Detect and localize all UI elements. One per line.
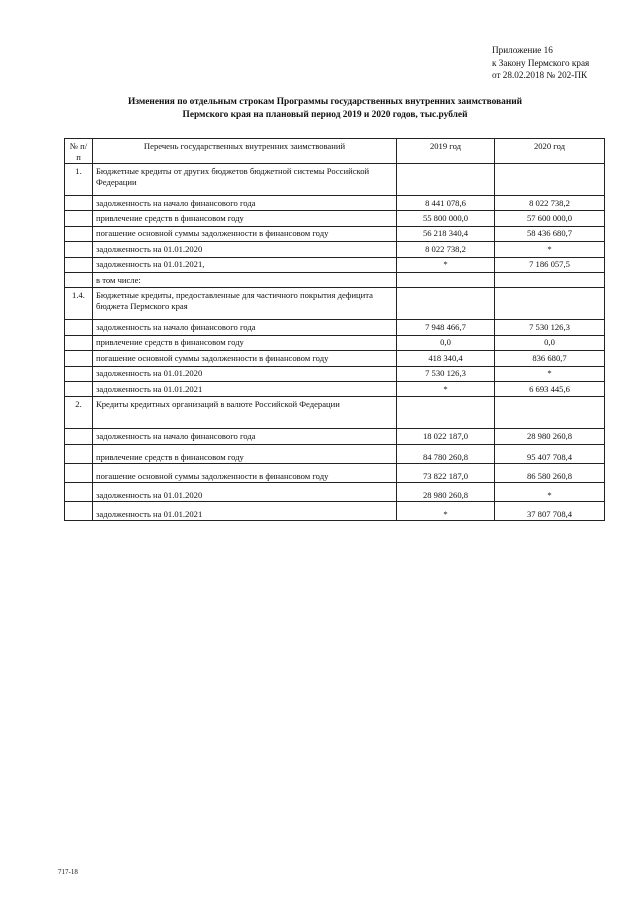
footer-code: 717-18	[58, 868, 78, 876]
row-number	[65, 196, 93, 211]
header-2019: 2019 год	[397, 139, 495, 164]
row-description: Бюджетные кредиты, предоставленные для частичного покрытия дефицита бюджета Пермского края	[93, 288, 397, 320]
row-value-2020: 7 530 126,3	[495, 320, 605, 335]
table-row	[65, 429, 605, 444]
row-value-2020: 95 407 708,4	[495, 444, 605, 463]
row-description: задолженность на 01.01.2020	[93, 242, 397, 257]
header-description: Перечень государственных внутренних заимствований	[93, 139, 397, 164]
header-2020: 2020 год	[495, 139, 605, 164]
table-row	[65, 463, 605, 482]
row-number: 2.	[65, 397, 93, 429]
row-description: задолженность на 01.01.2020	[93, 482, 397, 501]
table-row	[65, 211, 605, 226]
borrowings-table	[64, 138, 605, 521]
table-row	[65, 381, 605, 396]
row-value-2020: 836 680,7	[495, 351, 605, 366]
row-number	[65, 335, 93, 350]
row-value-2020: 86 580 260,8	[495, 463, 605, 482]
table-row	[65, 351, 605, 366]
table-row	[65, 164, 605, 196]
row-value-2020: *	[495, 482, 605, 501]
row-description: погашение основной суммы задолженности в финансовом году	[93, 226, 397, 241]
row-value-2020: *	[495, 366, 605, 381]
row-description: погашение основной суммы задолженности в финансовом году	[93, 351, 397, 366]
row-value-2019: 18 022 187,0	[397, 429, 495, 444]
row-value-2019: 73 822 187,0	[397, 463, 495, 482]
row-value-2020	[495, 397, 605, 429]
header-num: № п/п	[65, 139, 93, 164]
row-description: привлечение средств в финансовом году	[93, 444, 397, 463]
appendix-header	[492, 44, 632, 82]
row-number	[65, 366, 93, 381]
row-value-2020	[495, 272, 605, 287]
table-header-row	[65, 139, 605, 164]
row-value-2019: *	[397, 257, 495, 272]
row-value-2020: 0,0	[495, 335, 605, 350]
table-row	[65, 257, 605, 272]
table-row	[65, 226, 605, 241]
row-number	[65, 320, 93, 335]
row-value-2019: 7 948 466,7	[397, 320, 495, 335]
row-number	[65, 272, 93, 287]
row-value-2019: 7 530 126,3	[397, 366, 495, 381]
title-line-2: Пермского края на плановый период 2019 и 2020 годов, тыс.рублей	[182, 110, 468, 120]
table-row	[65, 501, 605, 520]
row-description: Кредиты кредитных организаций в валюте Российской Федерации	[93, 397, 397, 429]
table-row	[65, 272, 605, 287]
row-value-2020: 28 980 260,8	[495, 429, 605, 444]
row-value-2020: 8 022 738,2	[495, 196, 605, 211]
appendix-law-ref: к Закону Пермского края	[492, 57, 590, 68]
row-description: задолженность на 01.01.2021,	[93, 257, 397, 272]
table-row	[65, 320, 605, 335]
row-value-2020: *	[495, 242, 605, 257]
table-row	[65, 397, 605, 429]
row-value-2019: 28 980 260,8	[397, 482, 495, 501]
table-row	[65, 366, 605, 381]
row-description: задолженность на 01.01.2020	[93, 366, 397, 381]
row-number	[65, 482, 93, 501]
row-number	[65, 501, 93, 520]
table-row	[65, 335, 605, 350]
title-line-1: Изменения по отдельным строкам Программы государственных внутренних заимствований	[127, 97, 523, 107]
row-number: 1.4.	[65, 288, 93, 320]
row-value-2019: 418 340,4	[397, 351, 495, 366]
row-number	[65, 463, 93, 482]
row-number	[65, 444, 93, 463]
row-description: задолженность на 01.01.2021	[93, 381, 397, 396]
row-description: Бюджетные кредиты от других бюджетов бюджетной системы Российской Федерации	[93, 164, 397, 196]
row-value-2019: 55 800 000,0	[397, 211, 495, 226]
table-row	[65, 444, 605, 463]
row-description: привлечение средств в финансовом году	[93, 335, 397, 350]
row-description: задолженность на начало финансового года	[93, 196, 397, 211]
row-value-2020: 7 186 057,5	[495, 257, 605, 272]
row-value-2019: *	[397, 501, 495, 520]
row-description: задолженность на 01.01.2021	[93, 501, 397, 520]
row-value-2020	[495, 164, 605, 196]
row-value-2019	[397, 272, 495, 287]
row-value-2020: 57 600 000,0	[495, 211, 605, 226]
row-number	[65, 242, 93, 257]
row-description: привлечение средств в финансовом году	[93, 211, 397, 226]
row-value-2019: 8 022 738,2	[397, 242, 495, 257]
table-row	[65, 482, 605, 501]
row-value-2019: 8 441 078,6	[397, 196, 495, 211]
row-number: 1.	[65, 164, 93, 196]
row-value-2020: 6 693 445,6	[495, 381, 605, 396]
row-value-2019: *	[397, 381, 495, 396]
row-description: задолженность на начало финансового года	[93, 320, 397, 335]
row-value-2019	[397, 164, 495, 196]
row-number	[65, 257, 93, 272]
table-row	[65, 242, 605, 257]
row-value-2020: 58 436 680,7	[495, 226, 605, 241]
row-number	[65, 381, 93, 396]
row-description: задолженность на начало финансового года	[93, 429, 397, 444]
row-number	[65, 211, 93, 226]
row-number	[65, 429, 93, 444]
appendix-law-date: от 28.02.2018 № 202-ПК	[492, 70, 588, 81]
row-number	[65, 226, 93, 241]
table-row	[65, 288, 605, 320]
document-title	[90, 96, 560, 122]
row-value-2019: 56 218 340,4	[397, 226, 495, 241]
row-value-2019: 84 780 260,8	[397, 444, 495, 463]
row-number	[65, 351, 93, 366]
row-value-2019	[397, 397, 495, 429]
row-value-2020	[495, 288, 605, 320]
row-description: в том числе:	[93, 272, 397, 287]
row-value-2019	[397, 288, 495, 320]
row-description: погашение основной суммы задолженности в финансовом году	[93, 463, 397, 482]
row-value-2020: 37 807 708,4	[495, 501, 605, 520]
table-row	[65, 196, 605, 211]
appendix-number: Приложение 16	[492, 45, 553, 55]
row-value-2019: 0,0	[397, 335, 495, 350]
